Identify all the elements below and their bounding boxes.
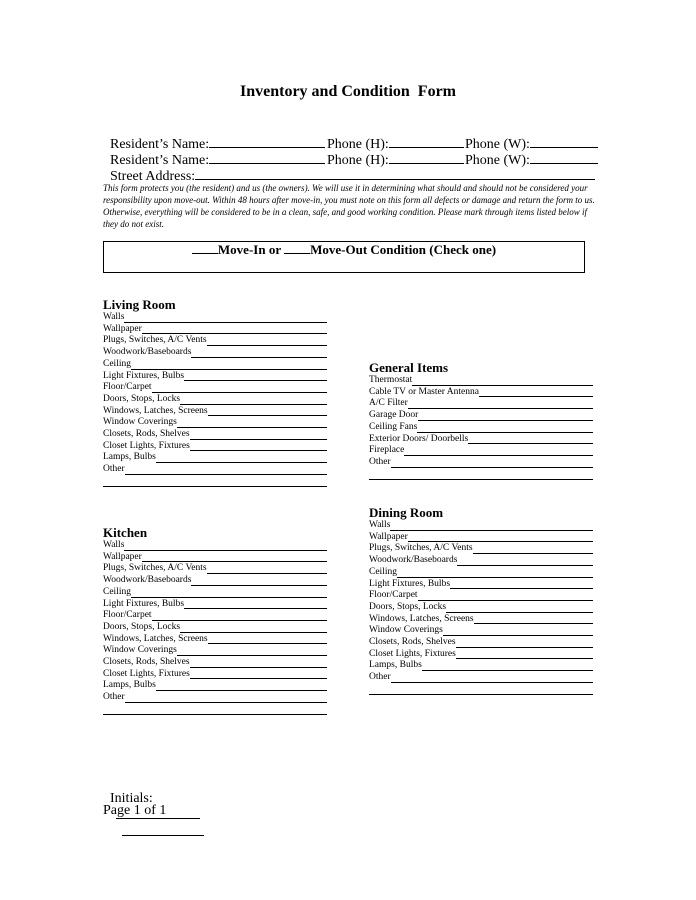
checklist-item [369,398,593,410]
checklist-item-label: Wallpaper [103,323,142,334]
checklist-item [103,622,327,634]
checklist-item-label: Ceiling Fans [369,421,418,432]
checklist-item [369,434,593,446]
street-address-row [103,152,595,185]
checklist-item [369,614,593,626]
checklist-item-input[interactable] [207,345,327,346]
extra-notes-line[interactable] [103,704,328,716]
checklist-item-input[interactable] [142,333,327,334]
checklist-item-label: A/C Filter [369,398,408,409]
checklist-item-label: Floor/Carpet [369,590,418,601]
checklist-item-input[interactable] [180,632,327,633]
living-room-section [103,297,328,488]
checklist-item-label: Woodwork/Baseboards [103,347,192,358]
checklist-item [103,645,327,657]
checklist-item-input[interactable] [408,408,593,409]
checklist-item-input[interactable] [156,462,327,463]
checklist-item-input[interactable] [208,415,327,416]
extra-notes-line[interactable] [103,476,328,488]
street-address-input[interactable] [195,168,595,180]
checklist-item-label: Walls [103,312,125,322]
checklist-item-label: Closets, Rods, Shelves [103,657,190,668]
street-address-label: Street Address: [110,169,196,184]
checklist-item-label: Light Fixtures, Bulbs [103,598,185,609]
checklist-item [103,610,327,622]
checklist-item [369,637,593,649]
checklist-item-input[interactable] [190,439,327,440]
checklist-item-label: Walls [103,540,125,550]
checklist-item [369,445,593,457]
checklist-item-input[interactable] [479,396,593,397]
checklist-item [103,669,327,681]
checklist-item-input[interactable] [422,670,593,671]
checklist-item-input[interactable] [184,380,327,381]
checklist-item-label: Windows, Latches, Screens [103,405,208,416]
resident-name-label-2: Resident’s Name: [110,153,210,168]
checklist-item-input[interactable] [131,597,327,598]
living-room-list [103,312,328,488]
checklist-item-input[interactable] [207,573,327,574]
checklist-item [103,587,327,599]
checklist-item [103,382,327,394]
general-items-list [369,375,594,481]
checklist-item-label: Other [369,456,391,467]
checklist-item-input[interactable] [404,455,593,456]
checklist-item-input[interactable] [457,565,593,566]
checklist-item [103,394,327,406]
general-items-section [369,360,594,481]
checklist-item-label: Floor/Carpet [103,610,152,621]
checklist-item-input[interactable] [456,658,593,659]
checklist-item [369,555,593,567]
checklist-item-label: Closet Lights, Fixtures [369,648,456,659]
checklist-item-label: Garage Door [369,410,419,421]
checklist-item-input[interactable] [142,561,327,562]
checklist-item-input[interactable] [208,643,327,644]
checklist-item-input[interactable] [184,608,327,609]
move-in-label: Move-In or [217,242,285,257]
checklist-item-input[interactable] [473,553,593,554]
checklist-item-label: Closets, Rods, Shelves [103,429,190,440]
kitchen-title: Kitchen [103,525,148,540]
checklist-item [103,429,327,441]
checklist-item [103,680,327,692]
checklist-item [103,563,327,575]
checklist-item-label: Doors, Stops, Locks [369,601,447,612]
checklist-item [103,540,327,552]
checklist-item-input[interactable] [152,620,327,621]
checklist-item-label: Plugs, Switches, A/C Vents [103,335,207,346]
checklist-item [103,417,327,429]
checklist-item-input[interactable] [124,322,327,323]
checklist-item [103,371,327,383]
checklist-item-label: Exterior Doors/ Doorbells [369,433,469,444]
checklist-item-label: Plugs, Switches, A/C Vents [369,543,473,554]
initials-input-2[interactable] [122,824,204,836]
checklist-item [103,692,327,704]
checklist-item [369,410,593,422]
intro-paragraph: This form protects you (the resident) and us (the owners). We will use it in determining what should and should not be considered your responsibility upon move-out. Within 48 hours after move-in, you must note on this form all defects or damage and return the form to us. Otherwise, everything will be considered to be in a clean, safe, and good working condition. Please mark through items listed below if they do not exist. [103,183,595,229]
checklist-item-label: Ceiling [369,566,397,577]
checklist-item [369,543,593,555]
checklist-item-label: Fireplace [369,445,405,456]
checklist-item [103,464,327,476]
checklist-item [103,441,327,453]
page-number: Page 1 of 1 [103,803,167,818]
extra-notes-line[interactable] [369,469,594,481]
checklist-item-label: Light Fixtures, Bulbs [369,578,451,589]
checklist-item [103,575,327,587]
checklist-item [369,649,593,661]
phone-work-label-2: Phone (W): [465,153,530,168]
checklist-item [369,520,593,532]
checklist-item-label: Lamps, Bulbs [369,660,422,671]
checklist-item-label: Closet Lights, Fixtures [103,440,190,451]
checklist-item-label: Other [369,672,391,683]
checklist-item-input[interactable] [190,678,327,679]
checklist-item-input[interactable] [446,612,593,613]
kitchen-list [103,540,328,716]
checklist-item-input[interactable] [418,600,593,601]
checklist-item-label: Window Coverings [369,625,443,636]
checklist-item-input[interactable] [124,550,327,551]
kitchen-section [103,525,328,716]
move-in-check-blank[interactable] [192,242,218,254]
checklist-item-label: Plugs, Switches, A/C Vents [103,563,207,574]
checklist-item-label: Walls [369,520,391,530]
checklist-item-label: Lamps, Bulbs [103,452,156,463]
phone-home-label-2: Phone (H): [327,153,389,168]
checklist-item [369,625,593,637]
checklist-item-input[interactable] [190,667,327,668]
checklist-item-input[interactable] [177,427,327,428]
checklist-item-label: Wallpaper [103,551,142,562]
checklist-item-input[interactable] [468,443,593,444]
checklist-item [369,660,593,672]
checklist-item-input[interactable] [191,585,327,586]
checklist-item [369,567,593,579]
move-out-check-blank[interactable] [284,242,310,254]
checklist-item-input[interactable] [408,541,593,542]
checklist-item [369,602,593,614]
checklist-item [103,406,327,418]
checklist-item [369,590,593,602]
checklist-item-input[interactable] [418,420,593,421]
checklist-item-label: Doors, Stops, Locks [103,393,181,404]
checklist-item [103,599,327,611]
checklist-item-input[interactable] [391,682,593,683]
extra-notes-line[interactable] [369,684,594,696]
checklist-item-label: Other [103,464,125,475]
checklist-item [369,579,593,591]
checklist-item-label: Woodwork/Baseboards [103,575,192,586]
checklist-item [369,532,593,544]
checklist-item-label: Closet Lights, Fixtures [103,668,190,679]
checklist-item-input[interactable] [474,623,593,624]
checklist-item [369,422,593,434]
checklist-item-label: Thermostat [369,375,413,385]
checklist-item-label: Cable TV or Master Antenna [369,386,479,397]
checklist-item [103,452,327,464]
checklist-item-input[interactable] [456,647,593,648]
checklist-item-input[interactable] [125,474,327,475]
checklist-item-input[interactable] [391,467,593,468]
checklist-item [103,335,327,347]
checklist-item-label: Ceiling [103,586,131,597]
checklist-item-input[interactable] [417,432,593,433]
checklist-item [103,552,327,564]
checklist-item-input[interactable] [397,577,593,578]
checklist-item-label: Doors, Stops, Locks [103,621,181,632]
checklist-item-input[interactable] [412,385,593,386]
form-title: Inventory and Condition Form [239,83,457,100]
checklist-item-label: Window Coverings [103,645,177,656]
initials-label: Initials: [110,791,153,806]
checklist-item [103,347,327,359]
general-items-title: General Items [369,360,449,375]
condition-check-line [103,242,585,258]
checklist-item-label: Windows, Latches, Screens [369,613,474,624]
checklist-item-label: Light Fixtures, Bulbs [103,370,185,381]
checklist-item [369,672,593,684]
checklist-item-input[interactable] [390,530,593,531]
checklist-item-input[interactable] [177,655,327,656]
dining-room-section [369,505,594,696]
checklist-item-input[interactable] [190,450,327,451]
checklist-item [369,387,593,399]
dining-room-list [369,520,594,696]
checklist-item [103,657,327,669]
checklist-item-input[interactable] [131,369,327,370]
resident-name-label-1: Resident’s Name: [110,137,210,152]
checklist-item-input[interactable] [125,702,327,703]
checklist-item [103,634,327,646]
living-room-title: Living Room [103,297,176,312]
checklist-item-input[interactable] [450,588,593,589]
phone-work-label-1: Phone (W): [465,137,530,152]
checklist-item [103,359,327,371]
checklist-item-label: Closets, Rods, Shelves [369,637,456,648]
checklist-item-label: Wallpaper [369,531,408,542]
checklist-item-label: Windows, Latches, Screens [103,633,208,644]
checklist-item-input[interactable] [443,635,593,636]
checklist-item [369,375,593,387]
checklist-item-label: Other [103,692,125,703]
checklist-item-label: Ceiling [103,358,131,369]
checklist-item-input[interactable] [156,690,327,691]
dining-room-title: Dining Room [369,505,444,520]
checklist-item [103,312,327,324]
checklist-item-input[interactable] [180,404,327,405]
move-out-label: Move-Out Condition (Check one) [310,242,497,257]
checklist-item [369,457,593,469]
checklist-item-label: Floor/Carpet [103,382,152,393]
checklist-item-label: Woodwork/Baseboards [369,555,458,566]
checklist-item [103,324,327,336]
checklist-item-label: Window Coverings [103,417,177,428]
phone-home-label-1: Phone (H): [327,137,389,152]
checklist-item-input[interactable] [191,357,327,358]
checklist-item-input[interactable] [152,392,327,393]
checklist-item-label: Lamps, Bulbs [103,680,156,691]
